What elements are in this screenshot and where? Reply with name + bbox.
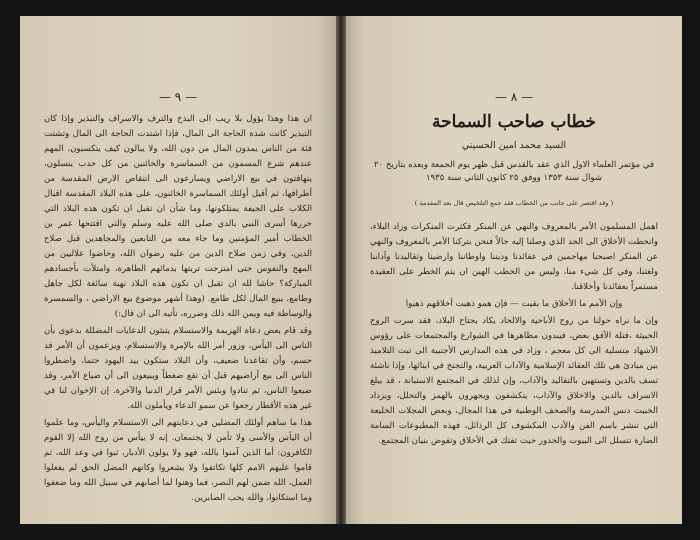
book-gutter (336, 16, 346, 524)
page-number: — ٨ — (494, 90, 534, 104)
body-text (44, 112, 312, 508)
paragraph: هذا ما ساهم أولئك المضلين في دعايتهم الى الاستسلام واليأس، وما علموا أن اليأس والأسى ولا تأمن لا يجتمعان. إنه لا ييأس من روح الله إلا القوم الكافرون: أما الذين آمنوا بالله، فهو ولا يولون الأدبار، ثبوا في وعد الله، ثم قاموا عليهم الامم كلها تكاتفوا ولا يشعروا وكانهم المضل الحق لم يفعلوا العمل، الله ضمن لهم النصر، فما وهنوا لما أصابهم في سبيل الله وما ضعفوا وما استكانوا، والله يحب الصابرين. (44, 418, 312, 503)
editorial-note: ( وقد اقتصر على جانب من الخطاب فقد جمع التلخيص قال بعد المقدمة ) (414, 199, 614, 207)
speaker-name: السيد محمد امين الحسيني (461, 140, 567, 151)
paragraph: ان هذا وهذا يؤول بلا ريب الى البذخ والترف والاسراف والتبذير وإذا كان التبذير كانت شدة الحاجة الى المال، فإذا اشتدت الحاجة الى المال وتشتت فئة من الناس يمدون المال من دون الله، ولا يبالون كيف يتكسبون. المهم عندهم شرع المسمون من السماسرة والخائنين من كل حدب ينسلون، يتهافتون في بيع الاراضي ويسارعون الى انتقاص الارض المقدسة من أطرافها، ثم أقبل أولئك السماسرة الخائنون، على هذه البلاد المقدسة اقبال الكلاب على الجيفة يمتلكونها، وما شأن ان تقبل ان تكون هذه البلاد التي حررها أسرى النبي بالذي صلى الله عليه وسلم والتي افتتحها عمر بن الخطاب أمير المؤمنين وما جاء معه من التابعين والمجاهدين قبل صلاح الدين، وفي زمن صلاح الدين من عليه رضوان الله، وخاضوا علاليين من المهج والنفوس حتى امتزجت تربتها بدمائهم الطاهرة، وامتلأت بأجسادهم المباركة؟ حاشا لله ان تقبل ان تكون هذه البلاد نهبة سائغة لكل جاهل وطامع، يبيع المال لكل طامع. (وهذا أشهر موضوع بيع الاراضي ، والسمسرة والوساطة فيه ويمن الله ذلك وضرره، تأتيه الى ان قال:) (44, 114, 312, 319)
page-fold-shadow (318, 16, 336, 524)
right-page (346, 16, 682, 524)
page-number: — ٩ — (158, 90, 198, 104)
page-fold-shadow (346, 16, 364, 524)
body-text (370, 220, 658, 451)
paragraph: اهمل المسلمون الأمر بالمعروف والنهي عن المنكر فكثرت المنكرات وزاد البلاء، وانحطت الأخلاق الى الحد الذي وصلنا إليه حالاً فنحن بتركنا الأمر بالمعروف والنهي عن المنكر اصبحنا مهاجمين في عقائدنا وديننا واوطاننا وارضينا وتقاليدنا وآدابنا ولغتنا، وفي كل شيء منا، وليس من الخطب الهين ان يتم الخطر على العقيدة مستمراً بعقائدنا وأخلاقنا. (370, 222, 658, 292)
speech-occasion: في مؤتمر العلماء الاول الذي عقد بالقدس قبل ظهر يوم الجمعة وبعده بتاريخ ٢٠ شوال سنة ١٣٥٣ ووفق ٢٥ كانون الثاني سنة ١٩٣٥ (373, 160, 655, 183)
left-page (20, 16, 336, 524)
verse-line: وإن الأمم ما الأخلاق ما بقيت — فإن همو ذهبت أخلاقهم ذهبوا (405, 299, 623, 309)
paragraph: وإن ما نراه حولنا من روح الأباحية والالحاد يكاد يجتاح البلاد، فقد سرت الروح الخبيثة ،فتلة الأفق بعض، فيبدون مظاهرها في الشوارع والمجتمعات على رؤوس الأشهاد متسلية الى كل معجم ، وزاد في هذه المدارس الأجنبية الى تبث التلاميذ بين مبادئ هي تلك العقائد الإسلامية والآداب العربية، والتجنح في ابنائها، وإذا ناشئة تسف بالدين وتستهين بالتقاليد والآداب، وإن لذلك في المجتمع الاستبانة ، قد يبلغ الاسراف بالدين والاخلاق والآداب، يتكشفون ويجهرون بالهمز والتحلل، ويزداد الخبيث دنس المدرسة والصحف الوطنية في هذا المجال، وبعض المجلات الخليعة التي تنشر باسم الفن والأدب المكشوف كل الرذائل، فهذه المطبوعات السامة الضارة تتسلل الى البيوت والخدور حيث تفتك في الأخلاق وتقوض بنيان المجتمع. (370, 316, 658, 446)
paragraph: وقد قام بعض دعاة الهزيمة والاستسلام يتبثون الدعايات المضللة بدعوى بأن الناس الى اليأس، وزور أمر الله بالإمرة والاستسلام، ويزعمون أن الأمر قد حسم، وأن تقاعدنا ضعيف، وأن البلاد ستكون بيد اليهود حتما، واضطروا الناس الى بيع أراضيهم قبل أن تقع ضغطاً ويبيعون الى أن ضياع الأمر، وقد ضيعوا الناس، ثم تنادوا وبئس الأمر قرار الدنيا والآخرة. إن الإخوان لنا في غير هذه الأقطار رجعوا عن سمو الدعاء ويأملون الله. (44, 326, 312, 411)
speech-title: خطاب صاحب السماحة (432, 112, 596, 132)
